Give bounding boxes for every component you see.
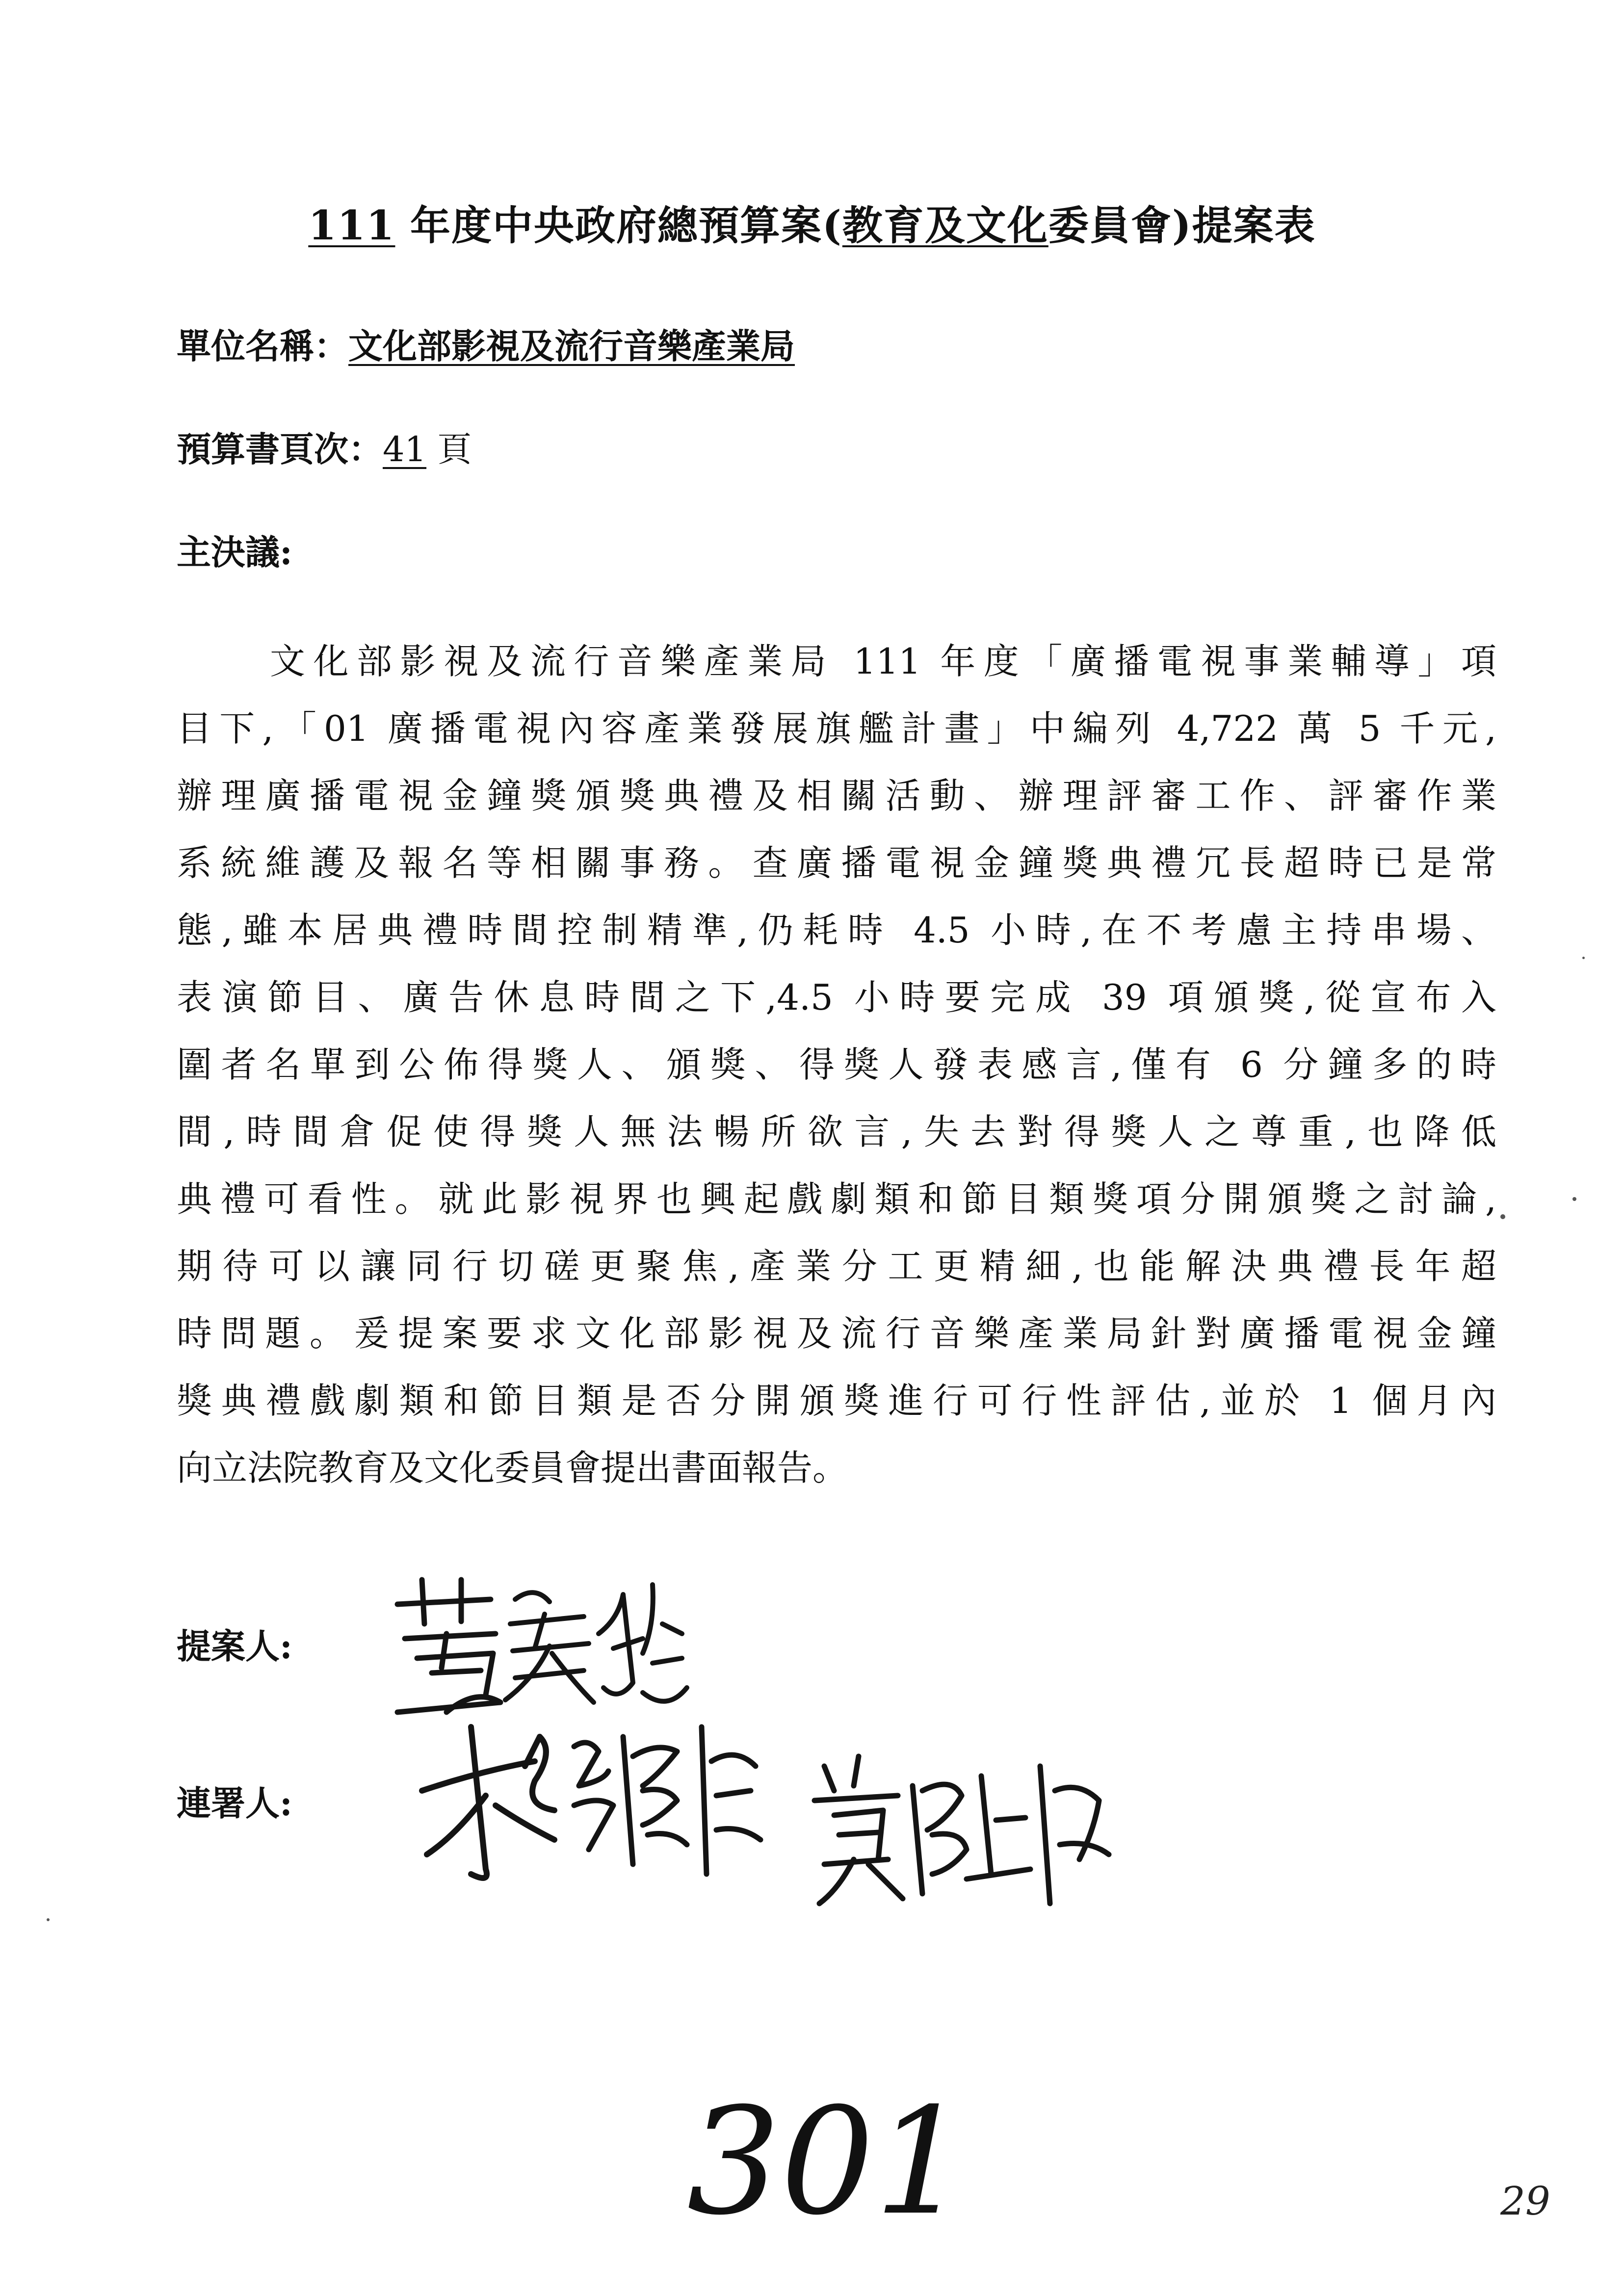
main-resolution-label: 主決議: [177, 532, 292, 573]
body-line: 系統維護及報名等相關事務。查廣播電視金鐘獎典禮冗長超時已是常 [177, 842, 1496, 884]
unit-name-label: 單位名稱： [177, 326, 348, 366]
budget-page-suffix: 頁 [426, 429, 472, 470]
body-line: 圍者名單到公佈得獎人、頒獎、得獎人發表感言,僅有 6 分鐘多的時 [177, 1044, 1496, 1085]
budget-page-row [177, 422, 471, 471]
body-line: 間,時間倉促使得獎人無法暢所欲言,失去對得獎人之尊重,也降低 [177, 1111, 1496, 1152]
title-part-2: 委員會)提案表 [1048, 202, 1316, 249]
unit-name-value: 文化部影視及流行音樂產業局 [348, 326, 795, 366]
scan-speck [1500, 1214, 1505, 1219]
resolution-body [177, 628, 1496, 1502]
scan-speck [47, 1918, 50, 1921]
proposer-signature [388, 1565, 692, 1727]
body-line: 表演節目、廣告休息時間之下,4.5 小時要完成 39 項頒獎,從宣布入 [177, 977, 1496, 1018]
handwritten-number [682, 2051, 968, 2247]
svg-text:301: 301 [687, 2076, 968, 2247]
cosigners-label: 連署人: [177, 1783, 292, 1824]
cosigner-signature-1 [412, 1707, 765, 1894]
body-line: 期待可以讓同行切磋更聚焦,產業分工更精細,也能解決典禮長年超 [177, 1246, 1496, 1287]
scan-speck [1572, 1197, 1576, 1201]
proposer-label: 提案人: [177, 1626, 292, 1667]
body-line: 態,雖本居典禮時間控制精準,仍耗時 4.5 小時,在不考慮主持串場、 [177, 910, 1496, 951]
svg-text:29: 29 [1500, 2178, 1550, 2224]
body-line: 辦理廣播電視金鐘獎頒獎典禮及相關活動、辦理評審工作、評審作業 [177, 775, 1496, 816]
unit-name-row [177, 319, 795, 368]
body-line: 典禮可看性。就此影視界也興起戲劇類和節目類獎項分開頒獎之討論, [177, 1178, 1496, 1220]
title-year: 111 [308, 202, 395, 249]
body-line: 時問題。爰提案要求文化部影視及流行音樂產業局針對廣播電視金鐘 [177, 1313, 1496, 1354]
title-committee: 教育及文化 [842, 202, 1048, 249]
scan-speck [1582, 957, 1585, 959]
document-title [0, 194, 1624, 251]
body-line: 文化部影視及流行音樂產業局 111 年度「廣播電視事業輔導」項 [270, 641, 1496, 682]
body-line: 向立法院教育及文化委員會提出書面報告。 [177, 1447, 848, 1488]
budget-page-label: 預算書頁次： [177, 429, 383, 470]
body-line: 目下,「01 廣播電視內容產業發展旗艦計畫」中編列 4,722 萬 5 千元, [177, 708, 1496, 749]
title-part-1: 年度中央政府總預算案( [395, 202, 842, 249]
budget-page-value: 41 [383, 429, 427, 470]
page-number [1496, 2173, 1565, 2227]
cosigner-signature-2 [805, 1747, 1124, 1918]
body-line: 獎典禮戲劇類和節目類是否分開頒獎進行可行性評估,並於 1 個月內 [177, 1380, 1496, 1421]
